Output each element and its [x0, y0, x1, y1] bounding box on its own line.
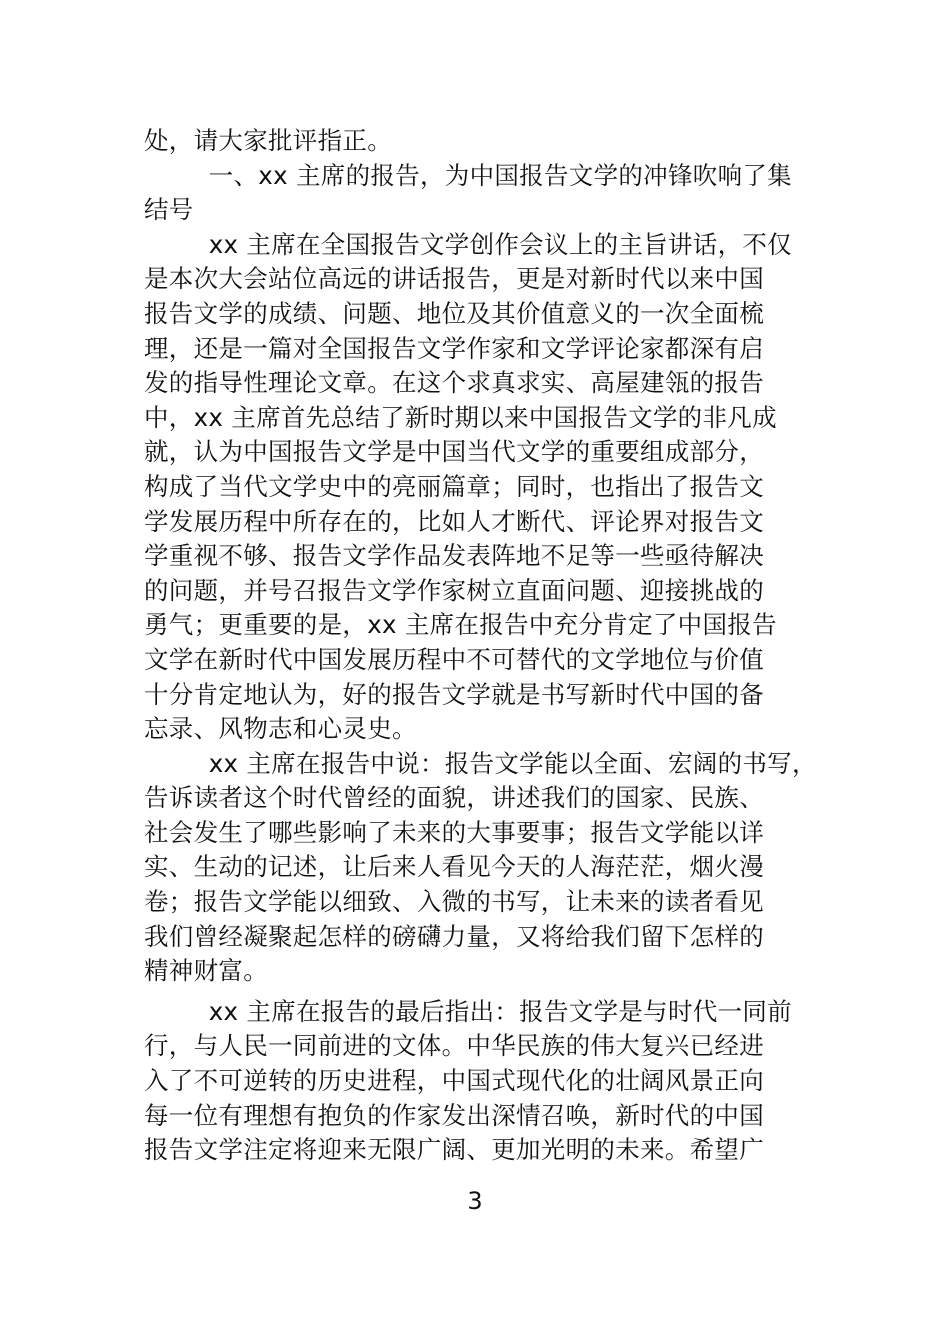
- text-line: 每一位有理想有抱负的作家发出深情召唤，新时代的中国: [144, 1100, 764, 1130]
- text-line: 学发展历程中所存在的，比如人才断代、评论界对报告文: [144, 506, 764, 536]
- page-body: [144, 124, 817, 1168]
- text-line: 发的指导性理论文章。在这个求真求实、高屋建瓴的报告: [144, 368, 764, 398]
- text-line: 理，还是一篇对全国报告文学作家和文学评论家都深有启: [144, 333, 764, 363]
- paragraph-report-quote: [144, 747, 817, 989]
- text-line: 结号: [144, 195, 194, 225]
- text-line: 勇气；更重要的是，xx 主席在报告中充分肯定了中国报告: [144, 610, 777, 640]
- text-line: 我们曾经凝聚起怎样的磅礴力量，又将给我们留下怎样的: [144, 921, 764, 951]
- text-line: 一、xx 主席的报告，为中国报告文学的冲锋吹响了集: [144, 160, 792, 190]
- text-line: 处，请大家批评指正。: [144, 126, 392, 155]
- text-line: xx 主席在全国报告文学创作会议上的主旨讲话，不仅: [144, 229, 792, 259]
- page-number: 3: [467, 1187, 483, 1215]
- text-line: 的问题，并号召报告文学作家树立直面问题、迎接挑战的: [144, 575, 764, 605]
- text-line: 文学在新时代中国发展历程中不可替代的文学地位与价值: [144, 644, 764, 674]
- text-line: 卷；报告文学能以细致、入微的书写，让未来的读者看见: [144, 887, 764, 917]
- text-line: 报告文学注定将迎来无限广阔、更加光明的未来。希望广: [144, 1135, 764, 1165]
- text-line: 构成了当代文学史中的亮丽篇章；同时，也指出了报告文: [144, 471, 764, 501]
- text-line: 行，与人民一同前进的文体。中华民族的伟大复兴已经进: [144, 1031, 764, 1061]
- text-line: 实、生动的记述，让后来人看见今天的人海茫茫，烟火漫: [144, 852, 764, 882]
- section-heading: [144, 159, 809, 228]
- text-line: xx 主席在报告的最后指出：报告文学是与时代一同前: [144, 996, 792, 1026]
- paragraph-speech-summary: [144, 228, 809, 747]
- text-line: 告诉读者这个时代曾经的面貌，讲述我们的国家、民族、: [144, 783, 764, 813]
- text-line: 学重视不够、报告文学作品发表阵地不足等一些亟待解决: [144, 541, 764, 571]
- text-line: 报告文学的成绩、问题、地位及其价值意义的一次全面梳: [144, 298, 764, 328]
- text-line: 社会发生了哪些影响了未来的大事要事；报告文学能以详: [144, 817, 764, 847]
- text-line: xx 主席在报告中说：报告文学能以全面、宏阔的书写，: [144, 748, 817, 778]
- text-line: 十分肯定地认为，好的报告文学就是书写新时代中国的备: [144, 679, 764, 709]
- text-line: 精神财富。: [144, 956, 268, 986]
- text-line: 中，xx 主席首先总结了新时期以来中国报告文学的非凡成: [144, 402, 777, 432]
- text-line: 是本次大会站位高远的讲话报告，更是对新时代以来中国: [144, 264, 764, 294]
- text-line: 就，认为中国报告文学是中国当代文学的重要组成部分，: [144, 437, 764, 467]
- paragraph-closing: [144, 124, 809, 159]
- text-line: 忘录、风物志和心灵史。: [144, 714, 417, 744]
- paragraph-conclusion: [144, 995, 809, 1168]
- text-line: 入了不可逆转的历史进程，中国式现代化的壮阔风景正向: [144, 1066, 764, 1096]
